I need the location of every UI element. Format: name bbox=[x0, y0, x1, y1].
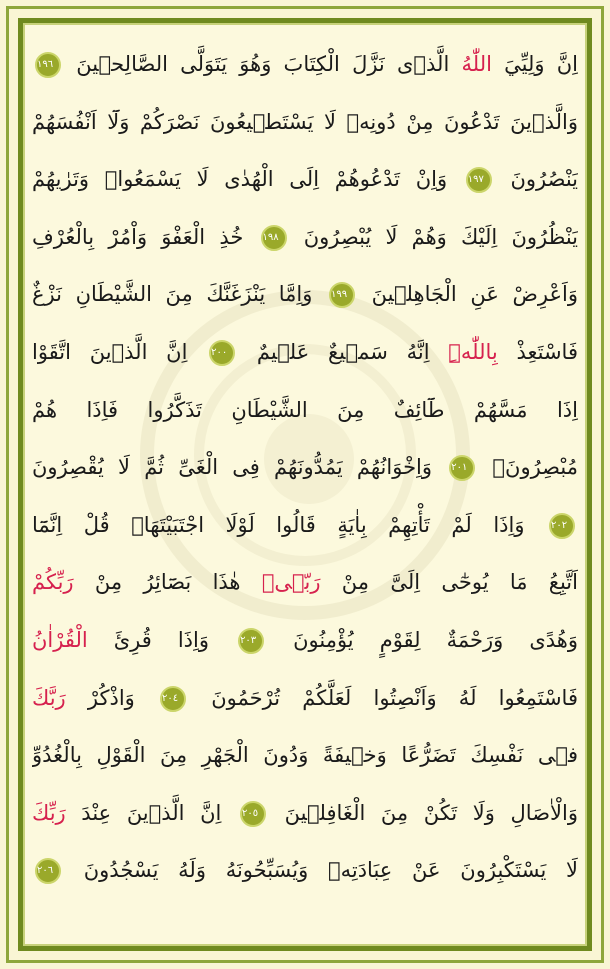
verse-text: وَهُدًى وَرَحْمَةٌ لِقَوْمٍ يُؤْمِنُونَ bbox=[267, 627, 578, 652]
verse-text: وَاِخْوَانُهُمْ يَمُدُّونَهُمْ فِى الْغَىِّ ثُمَّ لَا يُقْصِرُونَ bbox=[32, 455, 447, 480]
verse-text: وَاِمَّا يَنْزَغَنَّكَ مِنَ الشَّيْطَانِ نَزْغٌ bbox=[32, 282, 327, 307]
text-line bbox=[32, 324, 578, 382]
verse-number-marker: ٢٠٠ bbox=[209, 340, 235, 366]
verse-number-marker: ١٩٨ bbox=[261, 225, 287, 251]
text-line bbox=[32, 842, 578, 900]
verse-number-marker: ٢٠٦ bbox=[35, 858, 61, 884]
verse-text: مُبْصِرُونَۚ bbox=[478, 455, 578, 480]
text-line bbox=[32, 266, 578, 324]
highlighted-word: اللّٰهُ bbox=[461, 52, 492, 76]
text-line bbox=[32, 209, 578, 267]
text-block bbox=[32, 36, 578, 900]
verse-text: الَّذٖى نَزَّلَ الْكِتَابَ وَهُوَ يَتَوَلَّى الصَّالِحٖينَ bbox=[64, 52, 462, 76]
verse-text: وَالَّذٖينَ تَدْعُونَ مِنْ دُونِهٖ لَا يَسْتَطٖيعُونَ نَصْرَكُمْ وَلَٓا اَنْفُسَهُمْ bbox=[32, 109, 578, 134]
verse-text: وَاِذَا لَمْ تَأْتِهِمْ بِاٰيَةٍ قَالُوا لَوْلَا اجْتَبَيْتَهَاۜ قُلْ اِنَّمَٓا bbox=[32, 512, 546, 537]
verse-text: فَاسْتَعِذْ bbox=[497, 339, 578, 364]
verse-text: اِنَّ الَّذٖينَ اتَّقَوْا bbox=[32, 339, 207, 364]
text-line bbox=[32, 439, 578, 497]
text-line bbox=[32, 151, 578, 209]
verse-text: لَا يَسْتَكْبِرُونَ عَنْ عِبَادَتِهٖ وَيُسَبِّحُونَهُ وَلَهُ يَسْجُدُونَ bbox=[64, 858, 578, 883]
verse-text: فٖى نَفْسِكَ تَضَرُّعًا وَخٖيفَةً وَدُونَ الْجَهْرِ مِنَ الْقَوْلِ بِالْغُدُوِّ bbox=[32, 743, 578, 768]
verse-text: هٰذَا بَصَٓائِرُ مِنْ bbox=[73, 570, 262, 595]
verse-number-marker: ٢٠١ bbox=[449, 455, 475, 481]
verse-number-marker: ٢٠٥ bbox=[240, 801, 266, 827]
verse-text: اِنَّهُ سَمٖيعٌ عَلٖيمٌ bbox=[238, 339, 449, 364]
verse-text: اِذَا مَسَّهُمْ طَٓائِفٌ مِنَ الشَّيْطَانِ تَذَكَّرُوا فَاِذَا هُمْ bbox=[32, 397, 578, 422]
text-line bbox=[32, 382, 578, 440]
verse-number-marker: ١٩٧ bbox=[466, 167, 492, 193]
text-line bbox=[32, 94, 578, 152]
verse-number-marker: ٢٠٤ bbox=[160, 686, 186, 712]
text-line bbox=[32, 36, 578, 94]
verse-number-marker: ١٩٩ bbox=[329, 282, 355, 308]
verse-text: اَتَّبِعُ مَا يُوحٰٓى اِلَىَّ مِنْ bbox=[320, 570, 578, 595]
verse-text: اِنَّ الَّذٖينَ عِنْدَ bbox=[65, 800, 237, 825]
verse-text: يَنْصُرُونَ bbox=[494, 167, 578, 192]
verse-number-marker: ٢٠٢ bbox=[549, 513, 575, 539]
verse-text: وَالْاٰصَالِ وَلَا تَكُنْ مِنَ الْغَافِلٖينَ bbox=[269, 800, 578, 825]
verse-text: فَاسْتَمِعُوا لَهُ وَاَنْصِتُوا لَعَلَّكُمْ تُرْحَمُونَ bbox=[189, 685, 578, 710]
highlighted-word: رَبِّكُمْ bbox=[32, 570, 74, 595]
text-line bbox=[32, 612, 578, 670]
highlighted-word: رَبَّكَ bbox=[32, 685, 66, 710]
highlighted-word: الْقُرْاٰنُ bbox=[32, 627, 88, 652]
text-line bbox=[32, 727, 578, 785]
verse-number-marker: ٢٠٣ bbox=[238, 628, 264, 654]
verse-text: وَاذْكُرْ bbox=[65, 685, 158, 710]
text-line bbox=[32, 497, 578, 555]
verse-number-marker: ١٩٦ bbox=[35, 52, 61, 78]
verse-text: وَاَعْرِضْ عَنِ الْجَاهِلٖينَ bbox=[358, 282, 578, 307]
verse-text: اِنَّ وَلِيِّيَ bbox=[491, 52, 578, 76]
verse-text: وَاِذَا قُرِئَ bbox=[87, 627, 236, 652]
text-line bbox=[32, 785, 578, 843]
verse-text: يَنْظُرُونَ اِلَيْكَ وَهُمْ لَا يُبْصِرُونَ bbox=[289, 224, 578, 249]
highlighted-word: رَبِّكَ bbox=[32, 800, 66, 825]
verse-text: وَاِنْ تَدْعُوهُمْ اِلَى الْهُدٰى لَا يَسْمَعُواۜ وَتَرٰيهُمْ bbox=[32, 167, 463, 192]
highlighted-word: بِاللّٰهِۜ bbox=[448, 339, 498, 364]
highlighted-word: رَبّٖىۚ bbox=[261, 570, 321, 595]
text-line bbox=[32, 554, 578, 612]
verse-text: خُذِ الْعَفْوَ وَاْمُرْ بِالْعُرْفِ bbox=[32, 224, 258, 249]
text-line bbox=[32, 670, 578, 728]
